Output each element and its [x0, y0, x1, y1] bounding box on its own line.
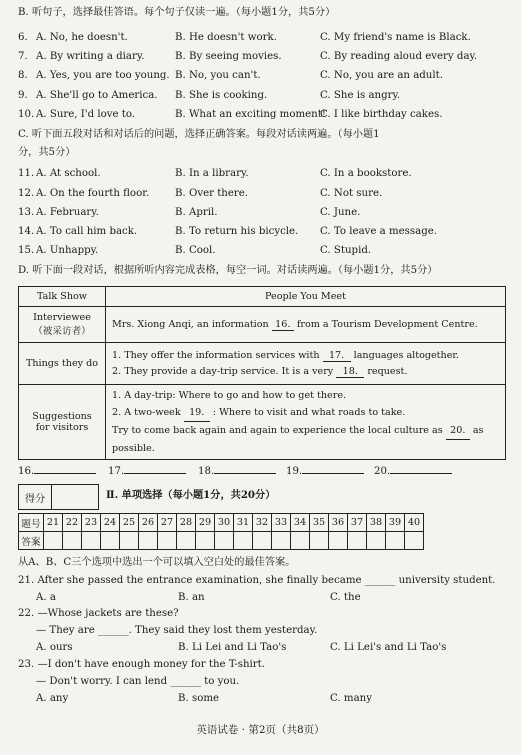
question-23-option-a: A. any [36, 693, 69, 704]
grid-answer-cell[interactable] [386, 532, 405, 550]
score-entry[interactable] [52, 485, 99, 510]
section-b-header: B. 听句子，选择最佳答语。每个句子仅读一遍。（每小题1分，共5分） [18, 7, 336, 18]
suggestions-line-2-post: : Where to visit and what roads to take. [212, 407, 406, 418]
grid-number-cell: 21 [44, 514, 63, 532]
question-13-option-c: C. June. [320, 207, 361, 218]
grid-answer-cell[interactable] [120, 532, 139, 550]
section-d-header: D. 听下面一段对话，根据所听内容完成表格，每空一词。对话读两遍。（每小题1分，共5分） [18, 265, 438, 276]
grid-number-cell: 36 [329, 514, 348, 532]
things-they-do-cell [106, 343, 506, 385]
question-23-option-b: B. some [178, 693, 220, 704]
grid-number-cell: 33 [272, 514, 291, 532]
question-11-option-c: C. In a bookstore. [320, 168, 412, 179]
interviewee-label-cn: （被采访者） [33, 326, 91, 337]
grid-number-cell: 28 [177, 514, 196, 532]
section-ii-instruction: 从A、B、C三个选项中选出一个可以填入空白处的最佳答案。 [18, 557, 296, 568]
talk-show-table [18, 286, 506, 460]
grid-answer-cell[interactable] [158, 532, 177, 550]
question-23-stem-2: — Don't worry. I can lend ______ to you. [36, 676, 240, 687]
question-10-num: 10. [18, 109, 35, 120]
interviewee-cell [106, 307, 506, 343]
grid-label-number: 题号 [19, 514, 44, 532]
row-label-things-they-do: Things they do [19, 343, 106, 385]
question-12-option-c: C. Not sure. [320, 188, 383, 199]
question-21-option-b: B. an [178, 592, 205, 603]
question-9-option-c: C. She is angry. [320, 90, 401, 101]
question-9-option-b: B. She is cooking. [175, 90, 268, 101]
grid-number-cell: 37 [348, 514, 367, 532]
interviewee-label-en: Interviewee [33, 312, 91, 323]
grid-answer-cell[interactable] [367, 532, 386, 550]
question-12-option-b: B. Over there. [175, 188, 249, 199]
grid-answer-cell[interactable] [253, 532, 272, 550]
question-14-option-a: A. To call him back. [36, 226, 138, 237]
answer-17-line [124, 473, 186, 474]
question-7-num: 7. [18, 51, 28, 62]
blank-16: 16. [272, 319, 294, 331]
grid-number-cell: 23 [82, 514, 101, 532]
answer-18-label: 18. [198, 466, 215, 477]
grid-number-cell: 38 [367, 514, 386, 532]
question-6-option-c: C. My friend's name is Black. [320, 32, 471, 43]
answer-blank-16[interactable] [18, 466, 96, 477]
suggestions-line-3 [112, 422, 499, 440]
question-13-num: 13. [18, 207, 35, 218]
answer-blank-18[interactable] [198, 466, 276, 477]
answer-blank-19[interactable] [286, 466, 364, 477]
question-7-option-b: B. By seeing movies. [175, 51, 282, 62]
question-14-option-c: C. To leave a message. [320, 226, 437, 237]
things-line-2-post: request. [367, 365, 408, 377]
row-label-interviewee [19, 307, 106, 343]
answer-20-line [390, 473, 452, 474]
grid-answer-cell[interactable] [177, 532, 196, 550]
answer-19-label: 19. [286, 466, 303, 477]
things-line-1-pre: 1. They offer the information services with [112, 349, 320, 361]
grid-answer-cell[interactable] [329, 532, 348, 550]
question-21-option-a: A. a [36, 592, 56, 603]
question-7-option-c: C. By reading aloud every day. [320, 51, 478, 62]
question-11-num: 11. [18, 168, 35, 179]
question-23-option-c: C. many [330, 693, 372, 704]
suggestions-label-1: Suggestions [32, 411, 92, 422]
question-15-option-b: B. Cool. [175, 245, 216, 256]
answer-19-line [302, 473, 364, 474]
grid-number-cell: 27 [158, 514, 177, 532]
question-10-option-c: C. I like birthday cakes. [320, 109, 443, 120]
grid-number-cell: 25 [120, 514, 139, 532]
question-21-option-c: C. the [330, 592, 361, 603]
grid-answer-cell[interactable] [348, 532, 367, 550]
interviewee-text-post: from a Tourism Development Centre. [296, 318, 478, 330]
question-9-num: 9. [18, 90, 28, 101]
section-c-header-line1: C. 听下面五段对话和对话后的问题，选择正确答案。每段对话读两遍。（每小题1 [18, 129, 380, 140]
grid-answer-cell[interactable] [215, 532, 234, 550]
question-22-stem-1: 22. —Whose jackets are these? [18, 608, 179, 619]
suggestions-line-2 [112, 404, 499, 422]
answer-16-line [34, 473, 96, 474]
score-label: 得分 [19, 485, 52, 510]
grid-number-cell: 35 [310, 514, 329, 532]
table-header-talk-show: Talk Show [19, 287, 106, 307]
grid-answer-cell[interactable] [101, 532, 120, 550]
grid-number-cell: 40 [405, 514, 424, 532]
grid-number-cell: 22 [63, 514, 82, 532]
grid-answer-cell[interactable] [291, 532, 310, 550]
blank-20: 20. [446, 422, 470, 440]
grid-number-cell: 34 [291, 514, 310, 532]
grid-number-cell: 32 [253, 514, 272, 532]
question-7-option-a: A. By writing a diary. [36, 51, 145, 62]
grid-number-cell: 39 [386, 514, 405, 532]
score-box [18, 484, 99, 510]
question-9-option-a: A. She'll go to America. [36, 90, 158, 101]
question-8-option-b: B. No, you can't. [175, 70, 261, 81]
question-6-option-b: B. He doesn't work. [175, 32, 277, 43]
section-c-header-line2: 分，共5分） [18, 147, 76, 158]
grid-number-cell: 31 [234, 514, 253, 532]
page-footer: 英语试卷 · 第2页（共8页） [196, 724, 325, 736]
section-ii-title: Ⅱ. 单项选择（每小题1分，共20分） [106, 489, 276, 501]
question-10-option-a: A. Sure, I'd love to. [36, 109, 136, 120]
table-header-people-you-meet: People You Meet [106, 287, 506, 307]
blank-17: 17. [323, 350, 351, 362]
question-11-option-b: B. In a library. [175, 168, 249, 179]
row-label-suggestions [19, 385, 106, 460]
grid-answer-cell[interactable] [196, 532, 215, 550]
question-15-num: 15. [18, 245, 35, 256]
question-8-option-a: A. Yes, you are too young. [36, 70, 170, 81]
question-15-option-a: A. Unhappy. [36, 245, 99, 256]
grid-label-answer: 答案 [19, 532, 44, 550]
question-13-option-b: B. April. [175, 207, 218, 218]
things-line-1 [112, 350, 499, 362]
grid-answer-cell[interactable] [139, 532, 158, 550]
answer-16-label: 16. [18, 466, 35, 477]
things-line-1-post: languages altogether. [353, 349, 459, 361]
blank-18: 18. [336, 366, 364, 378]
suggestions-line-4: possible. [112, 443, 155, 454]
question-14-num: 14. [18, 226, 35, 237]
suggestions-label-2: for visitors [35, 422, 89, 433]
things-line-2-pre: 2. They provide a day-trip service. It is a very [112, 365, 334, 377]
question-13-option-a: A. February. [36, 207, 99, 218]
answer-grid [18, 513, 424, 550]
grid-answer-cell[interactable] [63, 532, 82, 550]
blank-19: 19. [184, 404, 210, 422]
grid-answer-cell[interactable] [310, 532, 329, 550]
suggestions-line-2-pre: 2. A two-week [112, 407, 181, 418]
answer-blank-20[interactable] [374, 466, 452, 477]
question-21-stem: 21. After she passed the entrance examination, she finally became ______ university student. [18, 575, 496, 586]
grid-answer-cell[interactable] [272, 532, 291, 550]
answer-20-label: 20. [374, 466, 391, 477]
question-11-option-a: A. At school. [36, 168, 101, 179]
suggestions-line-1: 1. A day-trip: Where to go and how to get there. [112, 390, 347, 401]
suggestions-line-3-post: as [472, 425, 484, 436]
question-6-option-a: A. No, he doesn't. [36, 32, 128, 43]
grid-number-cell: 29 [196, 514, 215, 532]
answer-18-line [214, 473, 276, 474]
question-14-option-b: B. To return his bicycle. [175, 226, 299, 237]
answer-17-label: 17. [108, 466, 125, 477]
question-22-option-c: C. Li Lei's and Li Tao's [330, 642, 447, 653]
things-line-2 [112, 366, 499, 378]
question-10-option-b: B. What an exciting moment! [175, 109, 326, 120]
question-8-option-c: C. No, you are an adult. [320, 70, 443, 81]
question-8-num: 8. [18, 70, 28, 81]
suggestions-cell [106, 385, 506, 460]
question-23-stem-1: 23. —I don't have enough money for the T-shirt. [18, 659, 265, 670]
question-12-option-a: A. On the fourth floor. [36, 188, 150, 199]
grid-number-cell: 26 [139, 514, 158, 532]
grid-answer-cell[interactable] [44, 532, 63, 550]
question-22-stem-2: — They are ______. They said they lost them yesterday. [36, 625, 318, 636]
question-22-option-b: B. Li Lei and Li Tao's [178, 642, 287, 653]
grid-answer-cell[interactable] [405, 532, 424, 550]
question-22-option-a: A. ours [36, 642, 73, 653]
answer-blank-17[interactable] [108, 466, 186, 477]
suggestions-line-3-pre: Try to come back again and again to experience the local culture as [112, 425, 443, 436]
question-12-num: 12. [18, 188, 35, 199]
grid-number-cell: 30 [215, 514, 234, 532]
question-6-num: 6. [18, 32, 28, 43]
grid-number-cell: 24 [101, 514, 120, 532]
interviewee-text-pre: Mrs. Xiong Anqi, an information [112, 318, 269, 330]
question-15-option-c: C. Stupid. [320, 245, 372, 256]
grid-answer-cell[interactable] [82, 532, 101, 550]
grid-answer-cell[interactable] [234, 532, 253, 550]
